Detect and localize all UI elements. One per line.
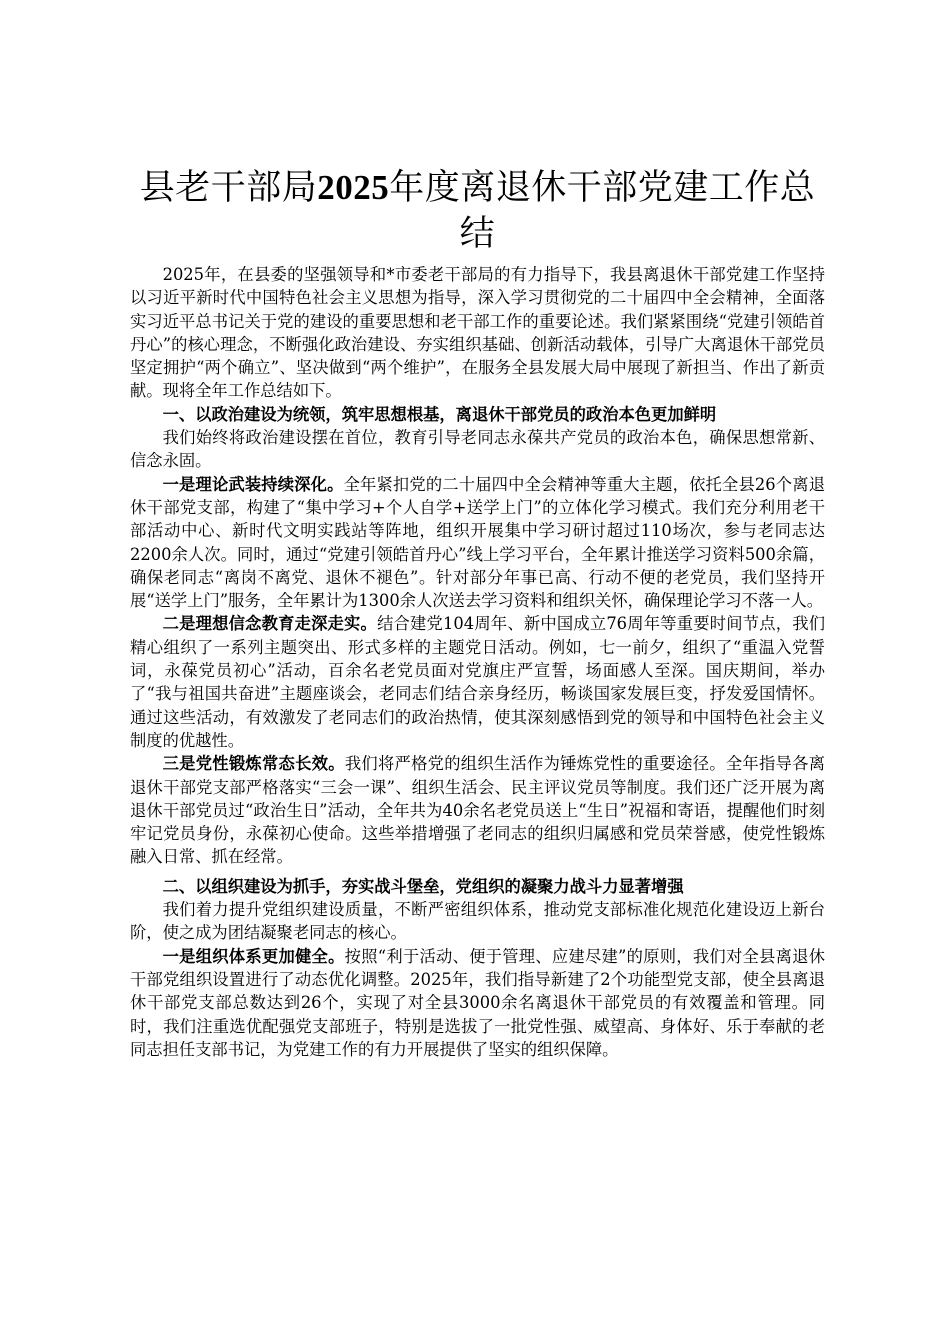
section1-item3-text: 我们将严格党的组织生活作为锤炼党性的重要途径。全年指导各离退休干部党支部严格落实“三会一课”、组织生活会、民主评议党员等制度。我们还广泛开展为离退休干部党员过“政治生日”活动，全年共为40余名老党员送上“生日”祝福和寄语，提醒他们时刻牢记党员身份，永葆初心使命。这些举措增强了老同志的组织归属感和党员荣誉感，使党性锻炼融入日常、抓在经常。 <box>130 754 825 867</box>
section1-heading: 一、以政治建设为统领，筑牢思想根基，离退休干部党员的政治本色更加鲜明 <box>162 404 717 424</box>
section1-item1-text: 全年紧扣党的二十届四中全会精神等重大主题，依托全县26个离退休干部党支部，构建了“集中学习+个人自学+送学上门”的立体化学习模式。我们充分利用老干部活动中心、新时代文明实践站等阵地，组织开展集中学习研讨超过110场次，参与老同志达2200余人次。同时，通过“党建引领皓首丹心”线上学习平台，全年累计推送学习资料500余篇，确保老同志“离岗不离党、退休不褪色”。针对部分年事已高、行动不便的老党员，我们坚持开展“送学上门”服务，全年累计为1300余人次送去学习资料和组织关怀，确保理论学习不落一人。 <box>130 474 825 611</box>
section1-intro: 我们始终将政治建设摆在首位，教育引导老同志永葆共产党员的政治本色，确保思想常新、信念永固。 <box>130 428 825 471</box>
section1-item3-lead: 三是党性锻炼常态长效。 <box>162 754 345 774</box>
section1-item2-text: 结合建党104周年、新中国成立76周年等重要时间节点，我们精心组织了一系列主题突出、形式多样的主题党日活动。例如，七一前夕，组织了“重温入党誓词，永葆党员初心”活动，百余名老党员面对党旗庄严宣誓，场面感人至深。国庆期间，举办了“我与祖国共奋进”主题座谈会，老同志们结合亲身经历，畅谈国家发展巨变，抒发爱国情怀。通过这些活动，有效激发了老同志们的政治热情，使其深刻感悟到党的领导和中国特色社会主义制度的优越性。 <box>130 614 825 750</box>
title-part2: 年度离退休干部党建工作总结 <box>389 168 816 254</box>
section2-intro: 我们着力提升党组织建设质量，不断严密组织体系，推动党支部标准化规范化建设迈上新台阶，使之成为团结凝聚老同志的核心。 <box>130 900 825 943</box>
document-title <box>130 165 825 257</box>
document-body <box>130 263 825 1061</box>
title-part1: 县老干部局 <box>139 168 318 208</box>
section1-item2 <box>130 612 825 752</box>
section1-item1 <box>130 473 825 613</box>
section1-item1-lead: 一是理论武装持续深化。 <box>162 474 344 494</box>
intro-paragraph: 2025年，在县委的坚强领导和*市委老干部局的有力指导下，我县离退休干部党建工作坚持以习近平新时代中国特色社会主义思想为指导，深入学习贯彻党的二十届四中全会精神，全面落实习近平总书记关于党的建设的重要思想和老干部工作的重要论述。我们紧紧围绕“党建引领皓首丹心”的核心理念，不断强化政治建设、夯实组织基础、创新活动载体，引导广大离退休干部党员坚定拥护“两个确立”、坚决做到“两个维护”，在服务全县发展大局中展现了新担当、作出了新贡献。现将全年工作总结如下。 <box>130 265 825 401</box>
section2-heading: 二、以组织建设为抓手，夯实战斗堡垒，党组织的凝聚力战斗力显著增强 <box>162 876 684 896</box>
title-year: 2025 <box>317 168 390 207</box>
section1-item2-lead: 二是理想信念教育走深走实。 <box>162 614 378 634</box>
section2-item1-text: 按照“利于活动、便于管理、应建尽建”的原则，我们对全县离退休干部党组织设置进行了动态优化调整。2025年，我们指导新建了2个功能型党支部，使全县离退休干部党支部总数达到26个，实现了对全县3000余名离退休干部党员的有效覆盖和管理。同时，我们注重选优配强党支部班子，特别是选拔了一批党性强、威望高、身体好、乐于奉献的老同志担任支部书记，为党建工作的有力开展提供了坚实的组织保障。 <box>130 946 825 1059</box>
document-page <box>130 0 825 1061</box>
section2-item1-lead: 一是组织体系更加健全。 <box>162 946 345 966</box>
section1-item3 <box>130 752 825 868</box>
section2-item1 <box>130 945 825 1061</box>
